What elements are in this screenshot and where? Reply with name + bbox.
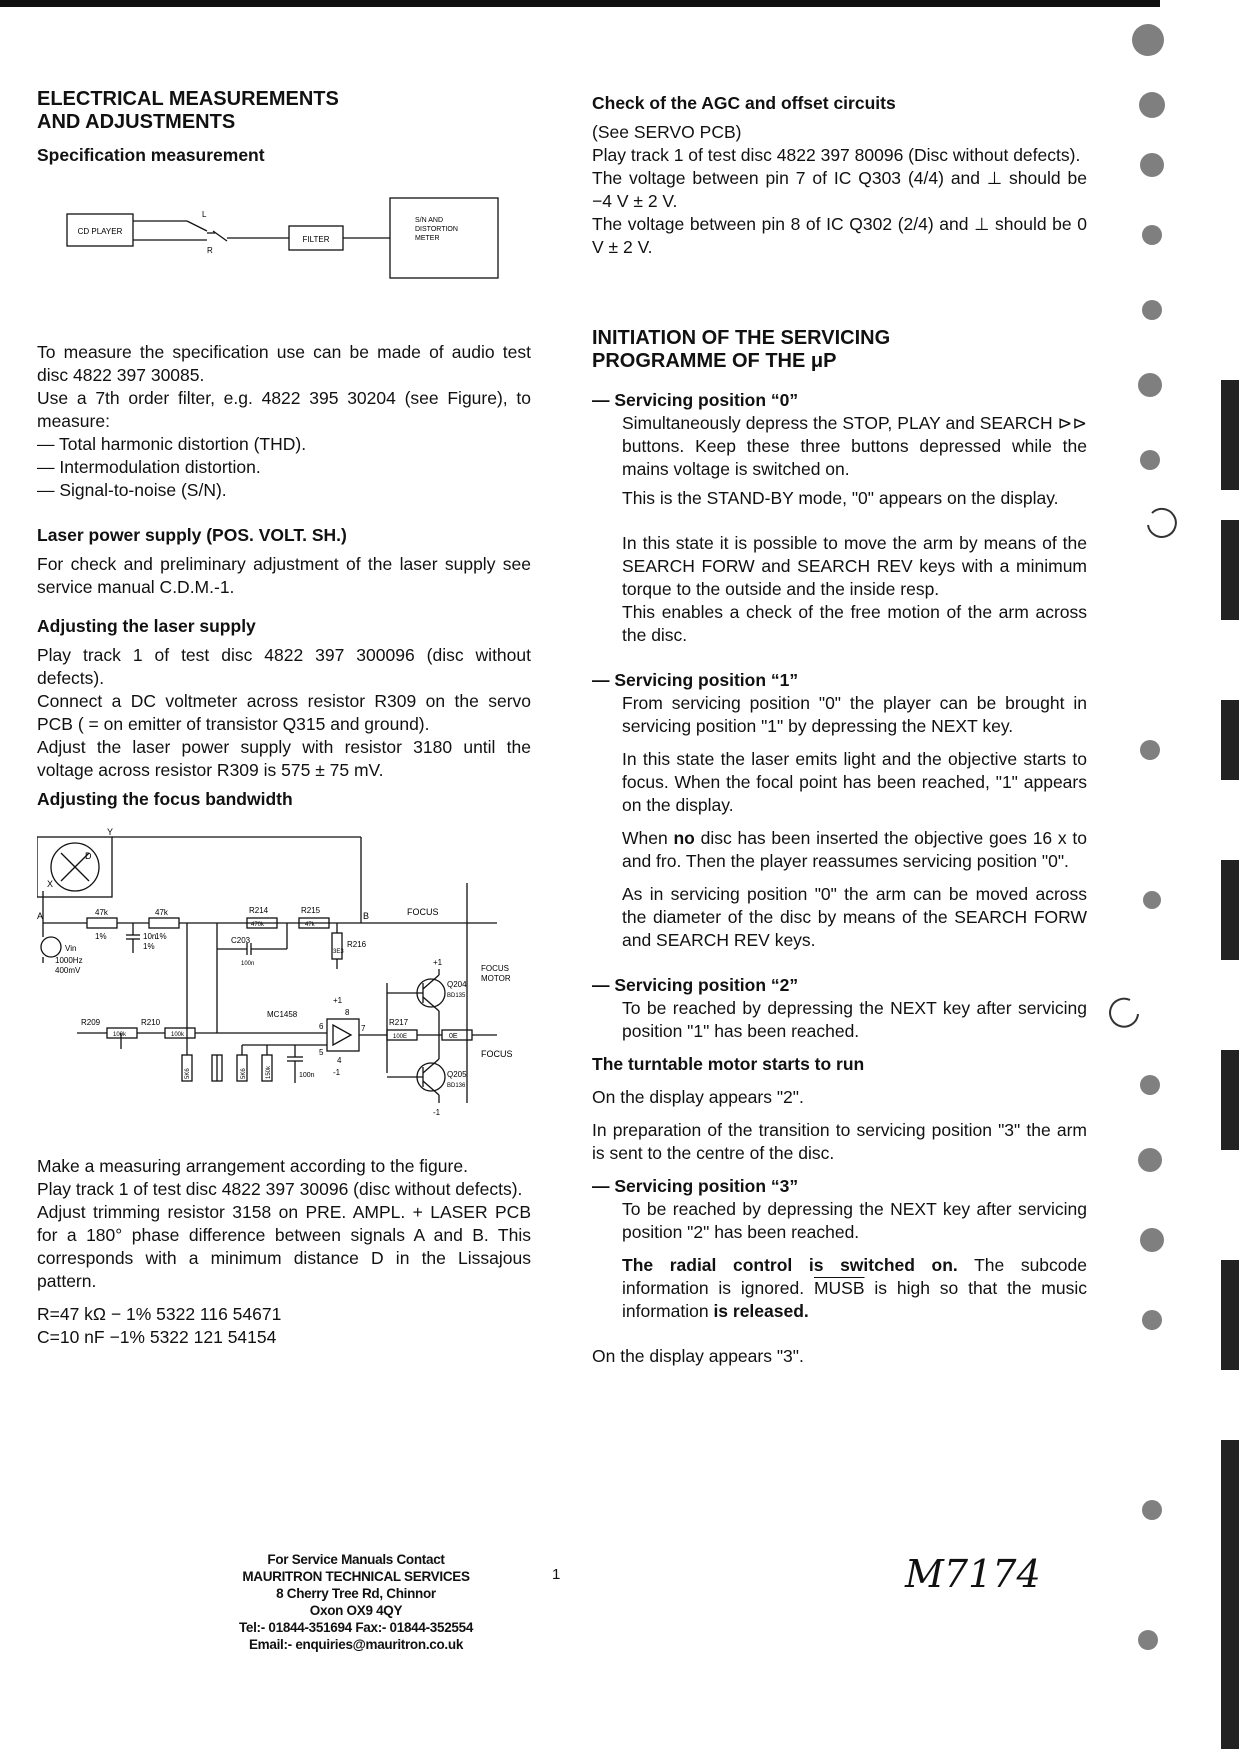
pos0-p3: In this state it is possible to move the arm by means of the SEARCH FORW and SEARCH REV keys with a minimum torque to the outside and the inside resp. bbox=[622, 533, 1087, 599]
agc-p2: Play track 1 of test disc 4822 397 80096 (Disc without defects). bbox=[592, 145, 1081, 165]
pos1-p3: When no disc has been inserted the objective goes 16 x to and fro. Then the player reassumes servicing position "0". bbox=[622, 828, 1087, 871]
label-x: X bbox=[47, 879, 54, 889]
label-pin6: 6 bbox=[319, 1022, 324, 1031]
spec-heading: Specification measurement bbox=[37, 145, 265, 165]
label-focus-plus: FOCUS bbox=[481, 1049, 513, 1059]
label-d: D bbox=[85, 851, 92, 861]
label-pin7: 7 bbox=[361, 1024, 366, 1033]
adjust-laser-p1: Play track 1 of test disc 4822 397 300096 (disc without defects). bbox=[37, 645, 531, 688]
label-0e: 0E bbox=[449, 1033, 458, 1040]
label-a: A bbox=[37, 911, 44, 921]
label-r210v: 100k bbox=[171, 1032, 185, 1038]
pos1-heading: — Servicing position “1” bbox=[592, 670, 799, 690]
label-minus1b: -1 bbox=[433, 1108, 441, 1117]
capacitor-spec: C=10 nF −1% 5322 121 54154 bbox=[37, 1327, 277, 1347]
cd-player-label: CD PLAYER bbox=[77, 227, 123, 236]
pos0-p2: This is the STAND-BY mode, "0" appears on the display. bbox=[622, 488, 1059, 508]
label-q204: Q204 bbox=[447, 980, 467, 989]
label-minus1a: -1 bbox=[333, 1068, 341, 1077]
pos0-p1: Simultaneously depress the STOP, PLAY and SEARCH ⊳⊳ buttons. Keep these three buttons depressed while the mains voltage is switched on. bbox=[622, 413, 1087, 479]
label-r214: R214 bbox=[249, 906, 269, 915]
label-freq: 1000Hz bbox=[55, 956, 83, 965]
label-47k-1: 47k bbox=[95, 908, 108, 917]
list-item: — Intermodulation distortion. bbox=[37, 457, 261, 477]
right-column bbox=[592, 92, 1087, 1368]
label-vin: Vin bbox=[65, 944, 77, 953]
adjust-laser-heading: Adjusting the laser supply bbox=[37, 616, 256, 636]
label-cb: 100n bbox=[299, 1072, 315, 1079]
section-title: ELECTRICAL MEASUREMENTS AND ADJUSTMENTS bbox=[37, 88, 339, 133]
display-2-text: On the display appears "2". bbox=[592, 1087, 804, 1107]
label-tol-2: 1% bbox=[155, 932, 167, 941]
label-cap-tol: 1% bbox=[143, 942, 155, 951]
pos1-p1: From servicing position "0" the player can be brought in servicing position "1" by depressing the NEXT key. bbox=[622, 693, 1087, 736]
label-rb1: 5K6 bbox=[185, 1068, 191, 1079]
filter-label: FILTER bbox=[302, 235, 330, 244]
agc-p1: (See SERVO PCB) bbox=[592, 122, 742, 142]
pos0-p4: This enables a check of the free motion of the arm across the disc. bbox=[622, 602, 1087, 645]
top-border bbox=[0, 0, 1160, 7]
label-r209v: 100k bbox=[113, 1032, 127, 1038]
resistor-spec: R=47 kΩ − 1% 5322 116 54671 bbox=[37, 1304, 282, 1324]
spec-paragraph-2: Use a 7th order filter, e.g. 4822 395 30204 (see Figure), to measure: bbox=[37, 388, 531, 431]
label-tol-1: 1% bbox=[95, 932, 107, 941]
focus-circuit-diagram bbox=[37, 823, 531, 1123]
label-y: Y bbox=[107, 827, 114, 837]
label-focus-minus: FOCUS bbox=[407, 907, 439, 917]
binder-edge-decoration bbox=[1100, 0, 1239, 1749]
meter-label-1: S/N AND bbox=[415, 217, 444, 224]
left-column bbox=[37, 88, 531, 1349]
focus-heading: Adjusting the focus bandwidth bbox=[37, 789, 293, 809]
footer-contact: For Service Manuals Contact MAURITRON TECHNICAL SERVICES 8 Cherry Tree Rd, Chinnor Oxon OX9 4QY Tel:- 01844-351694 Fax:- 01844-352554 Email:- enquiries@mauritron.co.uk bbox=[238, 1552, 474, 1652]
label-ic: MC1458 bbox=[267, 1010, 298, 1019]
label-r216: R216 bbox=[347, 940, 367, 949]
label-rb2: 5K6 bbox=[241, 1068, 247, 1079]
agc-p3: The voltage between pin 7 of IC Q303 (4/4) and ⊥ should be −4 V ± 2 V. bbox=[592, 168, 1087, 211]
pos3-p2: The radial control is switched on. The subcode information is ignored. MUSB is high so that the music information is released. bbox=[622, 1255, 1087, 1321]
adjust-laser-p3: Adjust the laser power supply with resistor 3180 until the voltage across resistor R309 is 575 ± 75 mV. bbox=[37, 737, 531, 780]
measure-p2: Play track 1 of test disc 4822 397 30096 (disc without defects). bbox=[37, 1179, 523, 1199]
pos2-heading: — Servicing position “2” bbox=[592, 975, 799, 995]
label-r215: R215 bbox=[301, 906, 321, 915]
page-number: 1 bbox=[552, 1566, 561, 1583]
label-r217v: 100E bbox=[393, 1034, 408, 1040]
label-amp: 400mV bbox=[55, 966, 81, 975]
label-pin4: 4 bbox=[337, 1056, 342, 1065]
pos1-p2: In this state the laser emits light and the objective starts to focus. When the focal point has been reached, "1" appears on the display. bbox=[622, 749, 1087, 815]
label-q204t: BD135 bbox=[447, 993, 466, 999]
turntable-heading: The turntable motor starts to run bbox=[592, 1054, 865, 1074]
adjust-laser-p2: Connect a DC voltmeter across resistor R309 on the servo PCB ( = on emitter of transistor Q315 and ground). bbox=[37, 691, 531, 734]
laser-heading: Laser power supply (POS. VOLT. SH.) bbox=[37, 525, 347, 545]
prep-paragraph: In preparation of the transition to servicing position "3" the arm is sent to the centre of the disc. bbox=[592, 1120, 1087, 1163]
label-10n: 10n bbox=[143, 932, 157, 941]
label-plus1b: +1 bbox=[433, 958, 443, 967]
label-plus1a: +1 bbox=[333, 996, 343, 1005]
pos2-p1: To be reached by depressing the NEXT key after servicing position "1" has been reached. bbox=[622, 998, 1087, 1041]
label-r215v: 47k bbox=[305, 922, 315, 928]
agc-heading: Check of the AGC and offset circuits bbox=[592, 93, 896, 113]
label-rb3: 150k bbox=[266, 1065, 272, 1079]
label-r209: R209 bbox=[81, 1018, 101, 1027]
spec-paragraph-1: To measure the specification use can be made of audio test disc 4822 397 30085. bbox=[37, 342, 531, 385]
display-3-text: On the display appears "3". bbox=[592, 1346, 804, 1366]
spec-block-diagram bbox=[37, 183, 507, 303]
label-r217: R217 bbox=[389, 1018, 409, 1027]
label-r216v: 3E3 bbox=[333, 949, 344, 955]
pos1-p4: As in servicing position "0" the arm can be moved across the diameter of the disc by means of the SEARCH FORW and SEARCH REV keys. bbox=[622, 884, 1087, 950]
pos3-heading: — Servicing position “3” bbox=[592, 1176, 799, 1196]
label-q205t: BD136 bbox=[447, 1083, 466, 1089]
label-pin5: 5 bbox=[319, 1048, 324, 1057]
left-channel-label: L bbox=[202, 210, 207, 219]
label-r210: R210 bbox=[141, 1018, 161, 1027]
list-item: — Total harmonic distortion (THD). bbox=[37, 434, 307, 454]
pos0-heading: — Servicing position “0” bbox=[592, 390, 799, 410]
meter-label-2: DISTORTION bbox=[415, 226, 458, 233]
label-focus-motor-2: MOTOR bbox=[481, 974, 511, 983]
init-heading: INITIATION OF THE SERVICING PROGRAMME OF THE μP bbox=[592, 327, 891, 372]
label-c203: C203 bbox=[231, 936, 251, 945]
label-pin8: 8 bbox=[345, 1008, 350, 1017]
label-focus-motor-1: FOCUS bbox=[481, 964, 509, 973]
label-b: B bbox=[363, 911, 370, 921]
measure-p1: Make a measuring arrangement according to the figure. bbox=[37, 1156, 468, 1176]
label-r214v: 470k bbox=[251, 922, 265, 928]
laser-paragraph: For check and preliminary adjustment of the laser supply see service manual C.D.M.-1. bbox=[37, 554, 531, 597]
label-c203v: 100n bbox=[241, 961, 255, 967]
agc-p4: The voltage between pin 8 of IC Q302 (2/4) and ⊥ should be 0 V ± 2 V. bbox=[592, 214, 1087, 257]
right-channel-label: R bbox=[207, 246, 213, 255]
meter-label-3: METER bbox=[415, 235, 440, 242]
pos3-p1: To be reached by depressing the NEXT key after servicing position "2" has been reached. bbox=[622, 1199, 1087, 1242]
list-item: — Signal-to-noise (S/N). bbox=[37, 480, 227, 500]
measure-p3: Adjust trimming resistor 3158 on PRE. AMPL. + LASER PCB for a 180° phase difference between signals A and B. This corresponds with a minimum distance D in the Lissajous pattern. bbox=[37, 1202, 531, 1291]
label-q205: Q205 bbox=[447, 1070, 467, 1079]
label-47k-2: 47k bbox=[155, 908, 168, 917]
handwritten-mark: M7174 bbox=[905, 1552, 1041, 1596]
